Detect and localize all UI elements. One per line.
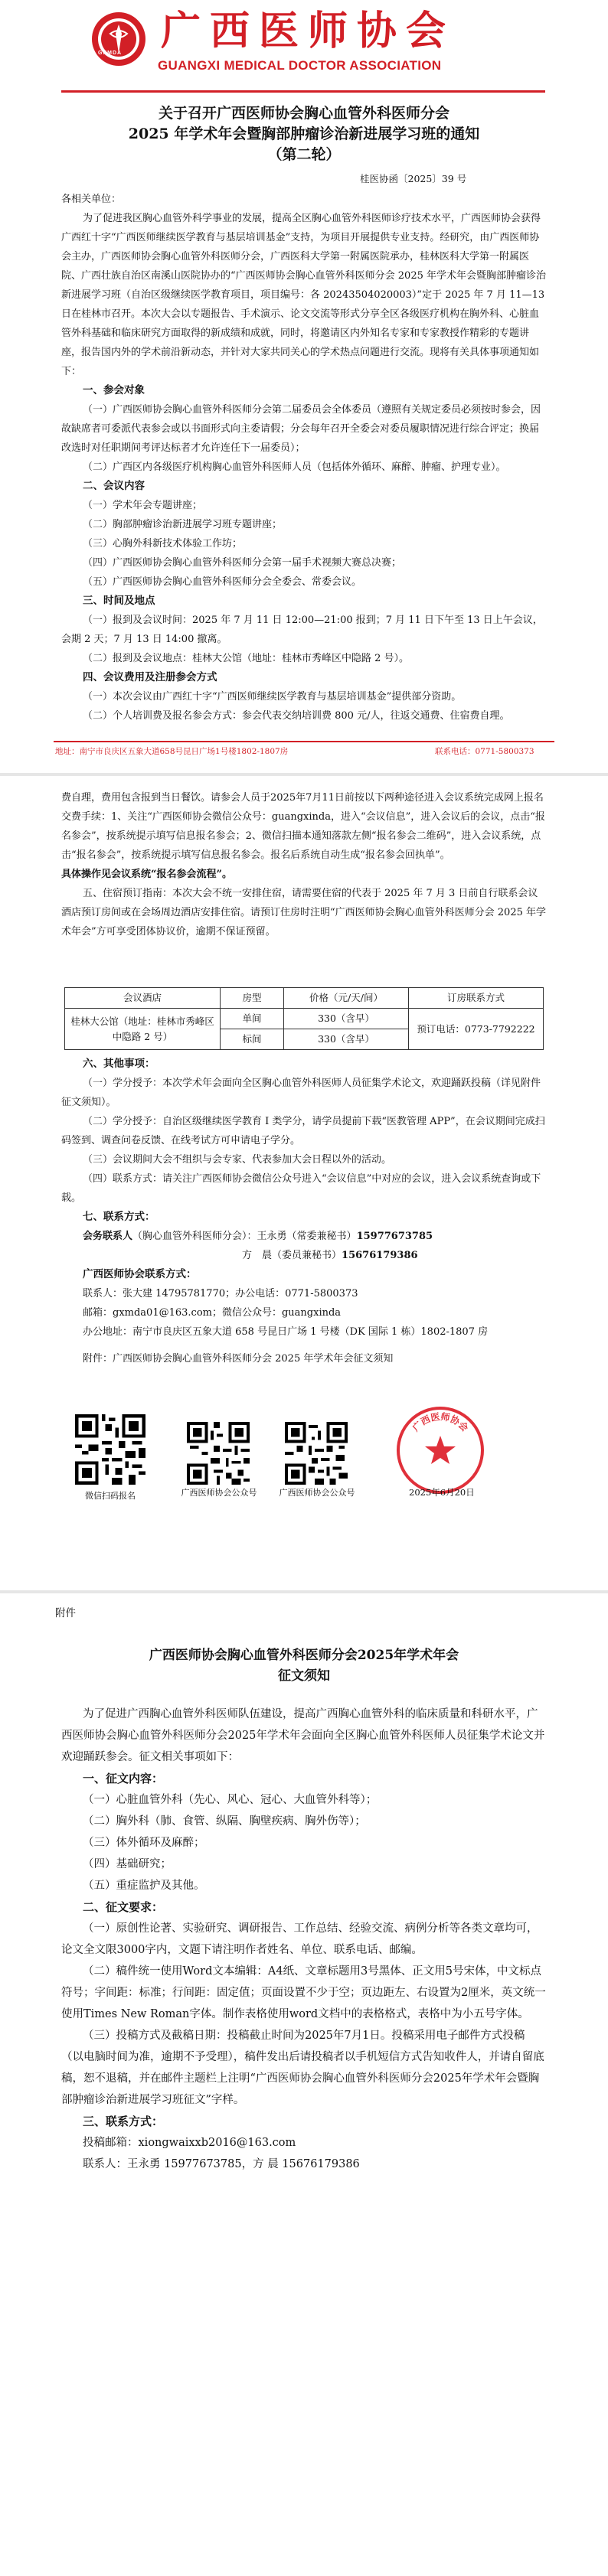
issue-date: 2025年6月20日	[409, 1487, 475, 1498]
table-header: 会议酒店	[65, 988, 221, 1009]
attachment-page	[0, 1599, 608, 2571]
page-2-lower	[61, 1055, 547, 1368]
wechat-account-qr-code[interactable]	[285, 1422, 348, 1485]
attachment-line: 附件：广西医师协会胸心血管外科医师分会 2025 年学术年会征文须知	[83, 1353, 394, 1365]
contacts-org: （胸心血管外科医师分会）：	[132, 1231, 257, 1242]
attachment-body	[61, 1704, 547, 2175]
table-header: 房型	[221, 988, 284, 1009]
page-separator	[0, 1590, 608, 1593]
attachment-title-line-1: 广西医师协会胸心血管外科医师分会2025年学术年会	[149, 1648, 459, 1663]
section-7-title: 七、联系方式：	[83, 1211, 155, 1223]
title-line-2: 2025 年学术年会暨胸部肿瘤诊治新进展学习班的通知	[128, 126, 480, 142]
section-1-item-2: （二）广西区内各级医疗机构胸心血管外科医师人员（包括体外循环、麻醉、肿瘤、护理专业）。	[83, 461, 506, 473]
section-3-item-1: （一）报到及会议时间：2025 年 7 月 11 日 12:00—21:00 报到；7 月 11 日下午至 13 日上午会议，会期 2 天；7 月 13 日 14:00 撤离。	[61, 615, 543, 645]
fee-paragraph-tail: 具体操作见会议系统“报名参会流程”。	[61, 869, 232, 880]
gxmda-logo-icon	[90, 11, 147, 67]
attachment-title	[46, 1645, 562, 1687]
submission-email[interactable]: 投稿邮箱：xiongwaixxb2016@163.com	[83, 2137, 296, 2149]
section-6-title: 六、其他事项：	[83, 1058, 155, 1070]
room-price-cell: 330（含早）	[284, 1029, 409, 1050]
section-4-item-2: （二）个人培训费及报名参会方式：参会代表交纳培训费 800 元/人，往返交通费、住宿费自理。	[83, 710, 510, 722]
section-4-title: 四、会议费用及注册参会方式	[83, 671, 217, 683]
contact-name: 方 晨	[242, 1250, 273, 1261]
salutation: 各相关单位：	[61, 194, 122, 205]
attachment-section-1-item: （五）重症监护及其他。	[83, 1880, 205, 1892]
section-2-item: （四）广西医师协会胸心血管外科医师分会第一届手术视频大赛总决赛；	[83, 557, 402, 569]
assoc-contact-person: 联系人：张大建 14795781770；办公电话：0771-5800373	[83, 1288, 358, 1299]
section-2-item: （三）心胸外科新技术体验工作坊；	[83, 538, 243, 549]
org-name-cn: 广西医师协会	[161, 8, 456, 54]
qr-caption: 广西医师协会公众号	[181, 1488, 257, 1498]
notice-body	[61, 190, 547, 726]
page-1	[0, 0, 608, 773]
official-seal-icon	[395, 1405, 485, 1495]
footer-address: 地址：南宁市良庆区五象大道658号昆日广场1号楼1802-1807房	[55, 747, 289, 756]
contact-role: （委员兼秘书）	[272, 1250, 342, 1261]
attachment-label: 附件	[55, 1607, 76, 1619]
hotel-paragraph: 五、住宿预订指南：本次大会不统一安排住宿，请需要住宿的代表于 2025 年 7 月 3 日前自行联系会议酒店预订房间或在会场周边酒店安排住宿。请预订住房时注明“广西医师协会胸心血管外科医师分会 2025 年学术年会”方可享受团体协议价，逾期不保证预留。	[61, 888, 546, 937]
contact-line-2	[61, 1246, 547, 1265]
section-2-item: （二）胸部肿瘤诊治新进展学习班专题讲座；	[83, 519, 283, 530]
assoc-address: 办公地址：南宁市良庆区五象大道 658 号昆日广场 1 号楼（DK 国际 1 栋）1802-1807 房	[83, 1326, 489, 1338]
qr-caption: 广西医师协会公众号	[279, 1488, 355, 1498]
fee-paragraph: 费自理，费用包含报到当日餐饮。请参会人员于2025年7月11日前按以下两种途径进入会议系统完成网上报名交费手续：1、关注“广西医师协会微信公众号：guangxinda，进入“会议信息”，进入会议后的会议，点击“报名参会”，按系统提示填写信息报名参会；2、微信扫描本通知落款左侧“报名参会二维码”，进入会议系统，点击“报名参会”，按系统提示填写信息报名参会。报名后系统自动生成“报名参会回执单”。	[61, 792, 545, 861]
room-type-cell: 标间	[221, 1029, 284, 1050]
booking-contact-cell: 预订电话：0773-7792222	[409, 1009, 544, 1050]
hotel-table	[64, 987, 544, 1050]
attachment-section-1-item: （一）心脏血管外科（先心、风心、冠心、大血管外科等）；	[83, 1794, 378, 1806]
footer-rule	[54, 741, 554, 742]
section-1-title: 一、参会对象	[83, 384, 145, 396]
qr-caption: 微信扫码报名	[85, 1491, 136, 1501]
table-header: 订房联系方式	[409, 988, 544, 1009]
section-2-title: 二、会议内容	[83, 480, 145, 492]
attachment-section-1-item: （二）胸外科（肺、食管、纵隔、胸壁疾病、胸外伤等）；	[83, 1815, 366, 1828]
hotel-name-cell: 桂林大公馆（地址：桂林市秀峰区中隐路 2 号）	[65, 1009, 221, 1050]
contact-phone: 15977673785	[356, 1231, 433, 1242]
logo-caption: GXMDA	[98, 51, 123, 56]
section-4-item-1: （一）本次会议由广西红十字“广西医师继续医学教育与基层培训基金”提供部分资助。	[83, 691, 462, 703]
section-6-item: （三）会议期间大会不组织与会专家、代表参加大会日程以外的活动。	[83, 1154, 392, 1166]
attachment-title-line-2: 征文须知	[278, 1668, 330, 1684]
contact-role: （常委兼秘书）	[286, 1231, 357, 1242]
table-row	[65, 1009, 544, 1029]
footer-phone: 联系电话：0771-5800373	[435, 747, 534, 756]
contacts-label: 会务联系人	[83, 1231, 133, 1242]
page-separator	[0, 773, 608, 776]
attachment-section-1-title: 一、征文内容：	[83, 1772, 164, 1785]
room-type-cell: 单间	[221, 1009, 284, 1029]
intro-paragraph: 为了促进我区胸心血管外科学事业的发展，提高全区胸心血管外科医师诊疗技术水平，广西医师协会获得广西红十字“广西医师继续医学教育与基层培训基金”支持，为项目开展提供专业支持。经研究，由广西医师协会主办，广西医师协会胸心血管外科医师分会，广西医科大学第一附属医院承办，桂林医科大学第一附属医院、广西壮族自治区南溪山医院协办的“广西医师协会胸心血管外科医师分会 2025 年学术年会暨胸部肿瘤诊治新进展学习班（自治区级继续医学教育项目，项目编号：各 20243504020003）”定于 2025 年 7 月 11—13 日在桂林市召开。本次大会以专题报告、手术演示、论文交流等形式分享全区各级医疗机构在胸外科、心脏血管外科基础和临床研究方面取得的新成绩和成就，同时，将邀请区内外知名专家和专家教授作精彩的专题讲座，报告国内外的学术前沿新动态，并针对大家共同关心的学术热点问题进行交流。现将有关具体事项通知如下：	[61, 213, 546, 377]
assoc-email: 邮箱：gxmda01@163.com；微信公众号：guangxinda	[83, 1307, 342, 1319]
doc-number: 桂医协函〔2025〕39 号	[360, 173, 467, 184]
title-line-1: 关于召开广西医师协会胸心血管外科医师分会	[158, 105, 449, 122]
wechat-account-qr-code[interactable]	[187, 1422, 250, 1485]
section-6-item: （四）联系方式：请关注广西医师协会微信公众号进入“会议信息”中对应的会议，进入会议系统查询或下载。	[61, 1173, 541, 1204]
table-header: 价格（元/天/间）	[284, 988, 409, 1009]
seal-text: 广西医师协会	[410, 1411, 471, 1434]
page-2	[0, 781, 608, 1577]
section-2-item: （五）广西医师协会胸心血管外科医师分会全委会、常委会议。	[83, 576, 362, 588]
attachment-intro: 为了促进广西胸心血管外科医师队伍建设，提高广西胸心血管外科的临床质量和科研水平，广西医师协会胸心血管外科医师分会2025年学术年会面向全区胸心血管外科医师人员征集学术论文并欢迎踊跃参会。征文相关事项如下：	[61, 1708, 545, 1763]
room-price-cell: 330（含早）	[284, 1009, 409, 1029]
section-1-item-1: （一）广西医师协会胸心血管外科医师分会第二届委员会全体委员（遵照有关规定委员必须按时参会，因故缺席者可委派代表参会或以书面形式向主委请假；分会每年召开全委会对委员履职情况进行综合评定；换届改选时对任职期间考评达标者才允许连任下一届委员）；	[61, 404, 541, 454]
attachment-section-3-title: 三、联系方式：	[83, 2115, 164, 2128]
title-line-3: （第二轮）	[267, 146, 341, 163]
contacts-header	[61, 1227, 547, 1246]
attachment-section-2-item: （一）原创性论著、实验研究、调研报告、工作总结、经验交流、病例分析等各类文章均可，论文全文限3000字内，文题下请注明作者姓名、单位、联系电话、邮编。	[61, 1922, 538, 1956]
contact-name: 王永勇	[257, 1231, 287, 1242]
notice-title	[46, 103, 562, 165]
section-6-item: （二）学分授予：自治区级继续医学教育 I 类学分，请学员提前下载“医教管理 APP”，在会议期间完成扫码签到、调查问卷反馈、在线考试方可申请电子学分。	[61, 1116, 545, 1146]
section-2-item: （一）学术年会专题讲座；	[83, 500, 203, 511]
assoc-contact-title: 广西医师协会联系方式：	[83, 1268, 197, 1280]
attachment-section-2-title: 二、征文要求：	[83, 1900, 164, 1914]
contact-phone: 15676179386	[342, 1250, 418, 1261]
submission-contact: 联系人：王永勇 15977673785，方 晨 15676179386	[83, 2158, 360, 2170]
attachment-section-1-item: （四）基础研究；	[83, 1858, 172, 1870]
section-3-title: 三、时间及地点	[83, 595, 155, 607]
header-rule	[61, 90, 545, 93]
attachment-section-1-item: （三）体外循环及麻醉；	[83, 1837, 205, 1849]
signup-qr-code[interactable]	[75, 1414, 145, 1485]
page-2-body	[61, 788, 547, 941]
table-header-row	[65, 988, 544, 1009]
letterhead	[0, 0, 608, 99]
section-3-item-2: （二）报到及会议地点：桂林大公馆（地址：桂林市秀峰区中隐路 2 号）。	[83, 653, 410, 664]
section-6-item: （一）学分授予：本次学术年会面向全区胸心血管外科医师人员征集学术论文，欢迎踊跃投稿（详见附件征文须知）。	[61, 1078, 541, 1108]
attachment-section-2-item: （三）投稿方式及截稿日期：投稿截止时间为2025年7月1日。投稿采用电子邮件方式投稿（以电脑时间为准，逾期不予受理），稿件发出后请投稿者以手机短信方式告知收件人，并请自留底稿，恕不退稿，并在邮件主题栏上注明“广西医师协会胸心血管外科医师分会2025年学术年会暨胸部肿瘤诊治新进展学习班征文”字样。	[61, 2030, 544, 2106]
attachment-section-2-item: （二）稿件统一使用Word文本编辑：A4纸、文章标题用3号黑体、正文用5号宋体，中文标点符号；字间距：标准；行间距：固定值；页面设置不少于空；页边距左、右设置为2厘米，英文统一使用Times New Roman字体。制作表格使用word文档中的表格格式，表格中为小五号字体。	[61, 1965, 546, 2020]
org-name-en: GUANGXI MEDICAL DOCTOR ASSOCIATION	[158, 58, 442, 73]
